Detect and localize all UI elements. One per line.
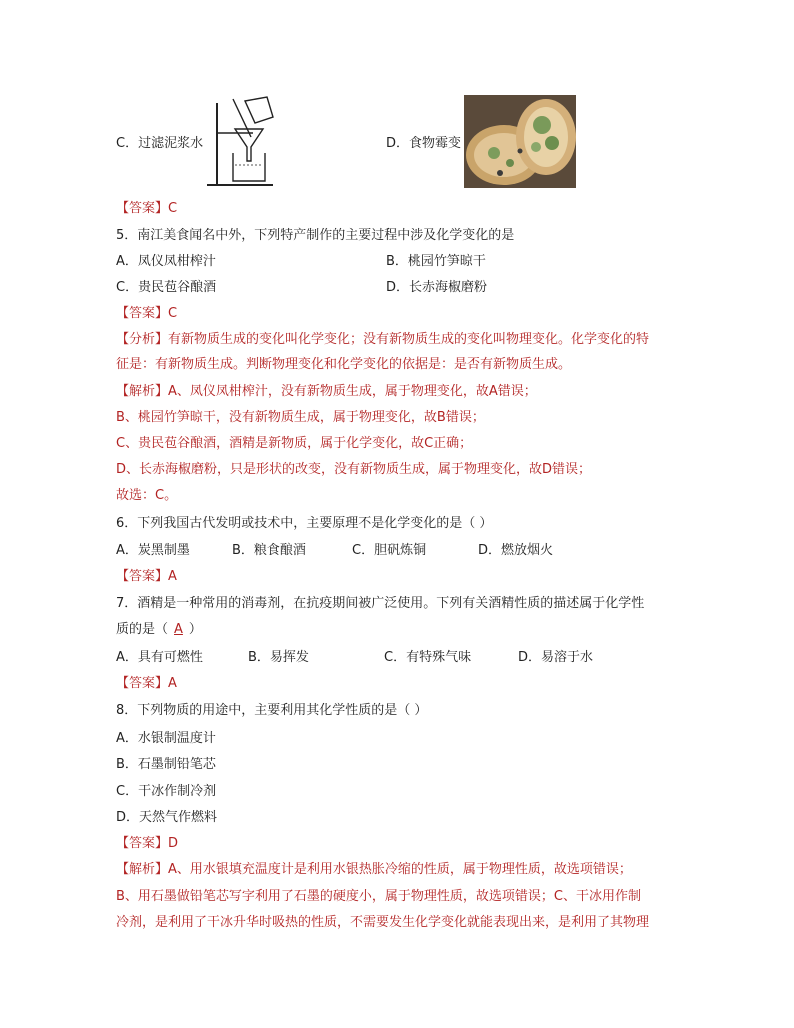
q5-option-c: C．贵民苞谷酿酒 xyxy=(116,280,217,295)
q7-question-suffix: ） xyxy=(188,622,202,637)
q7-option-a: A．具有可燃性 xyxy=(116,650,203,665)
q6-answer: 【答案】A xyxy=(116,569,177,584)
q6-option-c: C．胆矾炼铜 xyxy=(352,543,427,558)
q5-explain-line-2: B、桃园竹笋晾干，没有新物质生成，属于物理变化，故B错误； xyxy=(116,410,485,425)
q5-explain-line-3: C、贵民苞谷酿酒，酒精是新物质，属于化学变化，故C正确； xyxy=(116,436,473,451)
q6-option-b: B．粮食酿酒 xyxy=(232,543,306,558)
q4-option-d: D．食物霉变 xyxy=(386,136,462,151)
q6-option-d: D．燃放烟火 xyxy=(478,543,554,558)
q7-question-line-1: 7．酒精是一种常用的消毒剂，在抗疫期间被广泛使用。下列有关酒精性质的描述属于化学性 xyxy=(116,596,645,611)
q4-answer: 【答案】C xyxy=(116,201,178,216)
filtration-apparatus-figure xyxy=(205,95,277,190)
q6-option-a: A．炭黑制墨 xyxy=(116,543,190,558)
q7-question-prefix: 质的是（ xyxy=(116,622,169,637)
q5-answer: 【答案】C xyxy=(116,306,178,321)
q8-explain-line-2: B、用石墨做铅笔芯写字利用了石墨的硬度小，属于物理性质，故选项错误；C、干冰用作制 xyxy=(116,889,641,904)
q8-option-c: C．干冰作制冷剂 xyxy=(116,784,217,799)
q5-analysis-line-1: 【分析】有新物质生成的变化叫化学变化；没有新物质生成的变化叫物理变化。化学变化的特 xyxy=(116,332,650,347)
q7-inline-answer: A xyxy=(174,622,183,637)
q5-option-d: D．长赤海椒磨粉 xyxy=(386,280,488,295)
q5-analysis-line-2: 征是：有新物质生成。判断物理变化和化学变化的依据是：是否有新物质生成。 xyxy=(116,357,572,372)
q5-option-a: A．凤仪凤柑榨汁 xyxy=(116,254,216,269)
q5-option-b: B．桃园竹笋晾干 xyxy=(386,254,486,269)
q7-option-d: D．易溶于水 xyxy=(518,650,594,665)
q5-explain-line-1: 【解析】A、凤仪凤柑榨汁，没有新物质生成，属于物理变化，故A错误； xyxy=(116,384,537,399)
q5-explain-line-4: D、长赤海椒磨粉，只是形状的改变，没有新物质生成，属于物理变化，故D错误； xyxy=(116,462,592,477)
q8-answer: 【答案】D xyxy=(116,836,179,851)
q8-option-d: D．天然气作燃料 xyxy=(116,810,218,825)
q8-question: 8．下列物质的用途中，主要利用其化学性质的是（ ） xyxy=(116,703,428,718)
q7-option-b: B．易挥发 xyxy=(248,650,309,665)
q4-option-c: C．过滤泥浆水 xyxy=(116,136,204,151)
q8-explain-line-1: 【解析】A、用水银填充温度计是利用水银热胀冷缩的性质，属于物理性质，故选项错误； xyxy=(116,862,632,877)
q7-answer: 【答案】A xyxy=(116,676,177,691)
q8-option-b: B．石墨制铅笔芯 xyxy=(116,757,216,772)
q8-explain-line-3: 冷剂，是利用了干冰升华时吸热的性质，不需要发生化学变化就能表现出来，是利用了其物理 xyxy=(116,915,650,930)
q5-question: 5．南江美食闻名中外，下列特产制作的主要过程中涉及化学变化的是 xyxy=(116,228,515,243)
q7-option-c: C．有特殊气味 xyxy=(384,650,472,665)
q6-question: 6．下列我国古代发明或技术中，主要原理不是化学变化的是（ ） xyxy=(116,516,493,531)
q5-conclusion: 故选：C。 xyxy=(116,488,178,503)
q8-option-a: A．水银制温度计 xyxy=(116,731,216,746)
q7-question-line-2 xyxy=(116,620,202,640)
moldy-food-photo xyxy=(464,95,576,188)
